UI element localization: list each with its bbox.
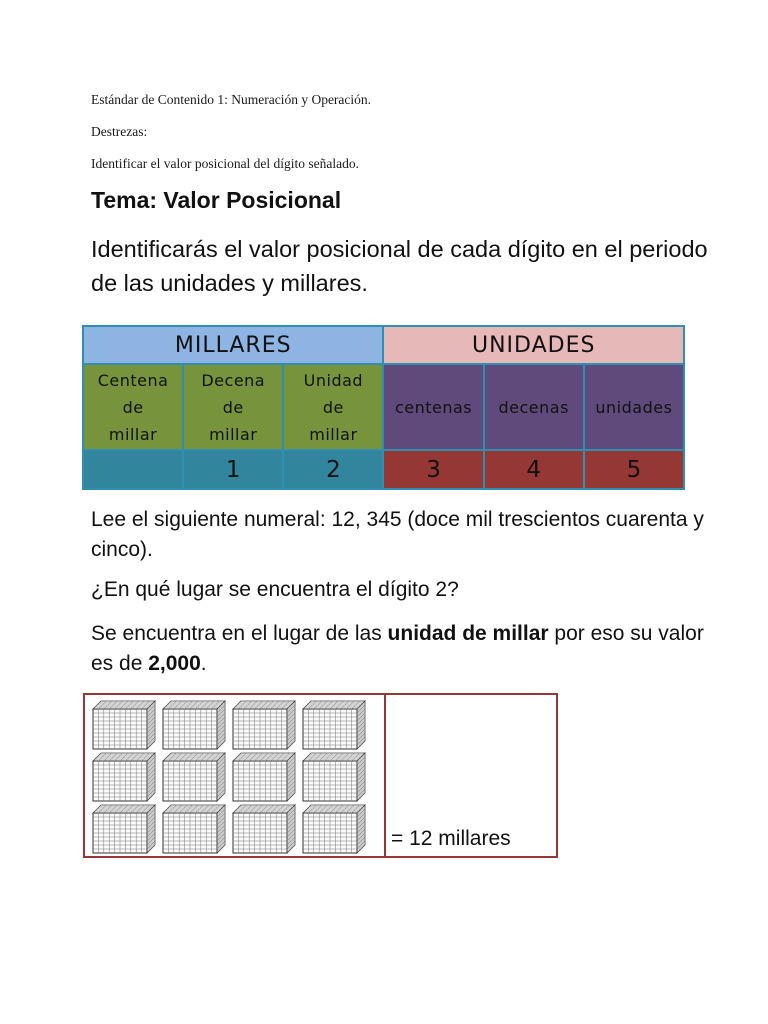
answer-text: Se encuentra en el lugar de las unidad de millar por eso su valor es de 2,000.	[91, 622, 704, 675]
standard-text: Estándar de Contenido 1: Numeración y Operación.	[91, 92, 372, 107]
answer-place: unidad de millar	[387, 622, 549, 645]
thousand-cube-icon	[303, 701, 365, 749]
intro-paragraph: Identificarás el valor posicional de cada dígito en el periodo de las unidades y millares.	[91, 236, 708, 296]
col-ten-thousands: Decena de millar	[183, 364, 283, 450]
thousand-cube-icon	[163, 701, 225, 749]
thousand-cube-icon	[163, 805, 225, 853]
digit-cell: 1	[183, 450, 283, 489]
answer-value: 2,000	[148, 652, 201, 675]
thousand-cube-icon	[93, 701, 155, 749]
figure-divider	[384, 695, 386, 856]
digit-cell	[83, 450, 183, 489]
topic-title: Tema: Valor Posicional	[91, 187, 342, 213]
skill-text: Identificar el valor posicional del dígito señalado.	[91, 156, 360, 171]
digit-cell: 2	[283, 450, 383, 489]
thousand-cube-icon	[233, 805, 295, 853]
digit-cell: 4	[484, 450, 584, 489]
col-ones: unidades	[584, 364, 684, 450]
read-numeral-text: Lee el siguiente numeral: 12, 345 (doce mil trescientos cuarenta y cinco).	[91, 508, 704, 561]
thousand-cube-icon	[303, 805, 365, 853]
digit-cell: 3	[383, 450, 483, 489]
col-hundreds: centenas	[383, 364, 483, 450]
col-thousands: Unidad de millar	[283, 364, 383, 450]
digit-cell: 5	[584, 450, 684, 489]
col-hundred-thousands: Centena de millar	[83, 364, 183, 450]
thousands-header: MILLARES	[83, 326, 383, 364]
blocks-caption: = 12 millares	[391, 827, 511, 850]
thousand-cube-icon	[163, 753, 225, 801]
place-value-table	[82, 325, 685, 490]
thousand-cube-icon	[233, 701, 295, 749]
question-text: ¿En qué lugar se encuentra el dígito 2?	[91, 578, 459, 601]
thousand-cube-icon	[93, 805, 155, 853]
thousand-cube-icon	[93, 753, 155, 801]
skills-label: Destrezas:	[91, 124, 148, 139]
col-tens: decenas	[484, 364, 584, 450]
thousand-blocks-figure	[83, 693, 558, 858]
thousand-cube-icon	[233, 753, 295, 801]
thousand-cube-icon	[303, 753, 365, 801]
thousand-blocks-group	[91, 699, 381, 854]
units-header: UNIDADES	[383, 326, 684, 364]
